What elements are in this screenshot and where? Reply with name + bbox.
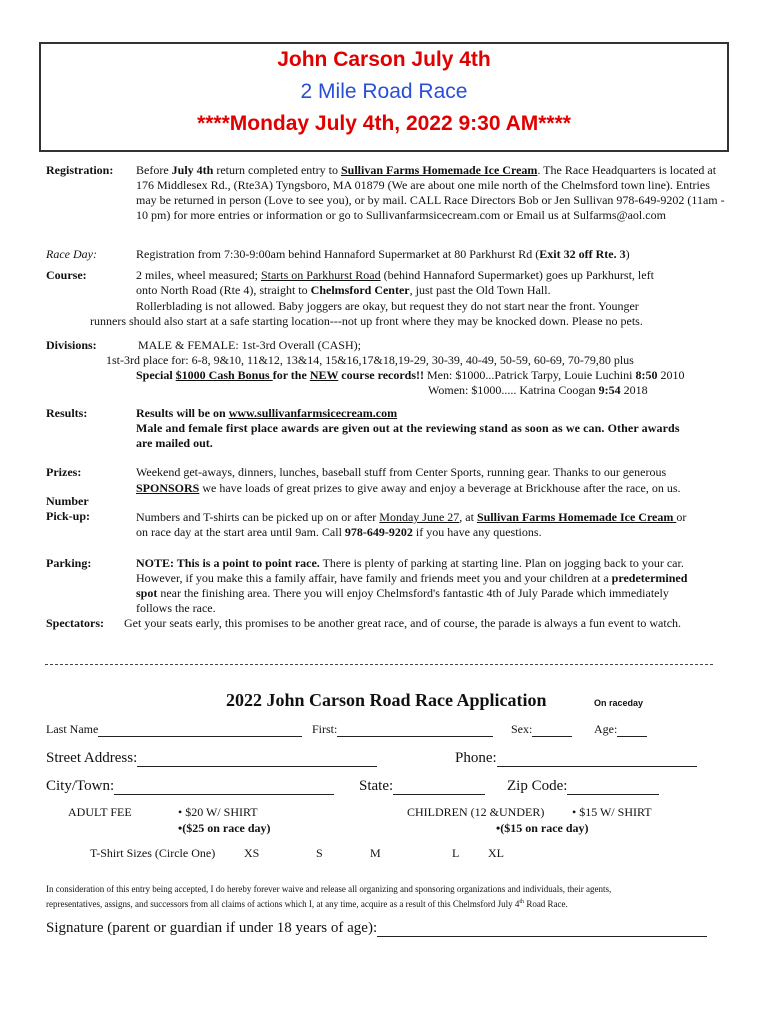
results-line-2: Male and female first place awards are given out at the reviewing stand as soon as we can. Other awards [136, 421, 680, 435]
race-day-text: Registration from 7:30-9:00am behind Hannaford Supermarket at 80 Parkhurst Rd (Exit 32 off Rte. 3) [136, 247, 630, 261]
divisions-line-1: MALE & FEMALE: 1st-3rd Overall (CASH); [138, 338, 361, 352]
signature-field[interactable]: Signature (parent or guardian if under 18 years of age): [46, 919, 707, 937]
course-line-4: runners should also start at a safe starting location---not up front where they may be knocked down. Please no pets. [90, 314, 643, 328]
tshirt-sizes-label: T-Shirt Sizes (Circle One) [90, 846, 216, 860]
prizes-line-1: Weekend get-aways, dinners, lunches, baseball stuff from Center Sports, running gear. Thanks to our generous [136, 465, 667, 479]
title-line-3: ****Monday July 4th, 2022 9:30 AM**** [197, 112, 571, 135]
street-address-field[interactable]: Street Address: [46, 749, 377, 767]
results-website-link[interactable]: www.sullivanfarmsicecream.com [228, 406, 398, 420]
age-field[interactable]: Age: [594, 722, 647, 737]
course-line-1: 2 miles, wheel measured; Starts on Parkhurst Road (behind Hannaford Supermarket) goes up Parkhurst, left [136, 268, 654, 282]
divisions-line-3: Special $1000 Cash Bonus for the NEW course records!! Men: $1000...Patrick Tarpy, Louie Luchini 8:50 2010 [136, 368, 685, 382]
children-fee-price: • $15 W/ SHIRT [572, 805, 652, 819]
adult-fee-price: • $20 W/ SHIRT [178, 805, 258, 819]
children-fee-label: CHILDREN (12 &UNDER) [407, 805, 545, 819]
parking-line-1: NOTE: This is a point to point race. There is plenty of parking at starting line. Plan on jogging back to your car. [136, 556, 684, 570]
registration-text: Before July 4th return completed entry to Sullivan Farms Homemade Ice Cream. The Race Headquarters is located at 176 Middlesex Rd., (Rte3A) Tyngsboro, MA 01879 (We are about one mile north of the Chelmsford town line). Entries may be returned in person (Love to see you), or by mail. CALL Race Directors Bob or Jen Sullivan 978-649-9202 (11am - 10 pm) for more entries or information or go to Sullivanfarmsicecream.com or Email us at Sulfarms@aol.com [136, 163, 725, 222]
spectators-text: Get your seats early, this promises to be another great race, and of course, the parade is always a fun event to watch. [124, 616, 682, 630]
parking-label: Parking: [46, 556, 92, 570]
pickup-line-2: on race day at the start area until 9am. Call 978-649-9202 if you have any questions. [136, 525, 542, 539]
course-line-3: Rollerblading is not allowed. Baby joggers are okay, but request they do not start near the front. Younger [136, 299, 639, 313]
results-line-1: Results will be on www.sullivanfarmsicecream.com [136, 406, 398, 420]
children-fee-raceday: •($15 on race day) [496, 821, 589, 835]
race-day-label: Race Day: [46, 247, 97, 261]
results-label: Results: [46, 406, 88, 420]
pickup-line-1: Numbers and T-shirts can be picked up on or after Monday June 27, at Sullivan Farms Homemade Ice Cream or [136, 510, 687, 524]
spectators-label: Spectators: [46, 616, 104, 630]
on-raceday-note: On raceday [594, 698, 644, 708]
pickup-label-2: Pick-up: [46, 509, 91, 523]
divisions-line-2: 1st-3rd place for: 6-8, 9&10, 11&12, 13&14, 15&16,17&18,19-29, 30-39, 40-49, 50-59, 60-69, 70-79,80 plus [106, 353, 634, 367]
city-town-field[interactable]: City/Town: [46, 777, 334, 795]
prizes-line-2: SPONSORS we have loads of great prizes to give away and enjoy a beverage at Brickhouse after the race, on us. [136, 481, 681, 495]
prizes-label: Prizes: [46, 465, 82, 479]
parking-line-4: follows the race. [136, 601, 216, 615]
waiver-line-2: representatives, assigns, and successors from all claims of actions which I, at any time, acquire as a result of this Chelmsford July 4th Road Race. [46, 899, 568, 909]
application-title: 2022 John Carson Road Race Application [226, 690, 547, 710]
course-label: Course: [46, 268, 87, 282]
size-option-l[interactable]: L [452, 846, 460, 860]
cut-line-divider [45, 664, 713, 665]
title-box [39, 42, 729, 152]
parking-line-2: However, if you make this a family affair, have family and friends meet you and your children at a predetermined [136, 571, 688, 585]
first-name-field[interactable]: First: [312, 722, 493, 737]
divisions-line-4: Women: $1000..... Katrina Coogan 9:54 2018 [428, 383, 648, 397]
adult-fee-raceday: •($25 on race day) [178, 821, 271, 835]
size-option-s[interactable]: S [316, 846, 323, 860]
divisions-label: Divisions: [46, 338, 97, 352]
registration-label: Registration: [46, 163, 114, 177]
zip-code-field[interactable]: Zip Code: [507, 777, 659, 795]
state-field[interactable]: State: [359, 777, 485, 795]
sex-field[interactable]: Sex: [511, 722, 572, 737]
size-option-xl[interactable]: XL [488, 846, 504, 860]
title-line-1: John Carson July 4th [277, 48, 491, 71]
waiver-line-1: In consideration of this entry being accepted, I do hereby forever waive and release all organizing and sponsoring organizations and individuals, their agents, [46, 884, 612, 894]
pickup-label-1: Number [46, 494, 89, 508]
size-option-m[interactable]: M [370, 846, 381, 860]
adult-fee-label: ADULT FEE [68, 805, 132, 819]
size-option-xs[interactable]: XS [244, 846, 260, 860]
phone-field[interactable]: Phone: [455, 749, 697, 767]
results-line-3: are mailed out. [136, 436, 213, 450]
last-name-field[interactable]: Last Name [46, 722, 302, 737]
title-line-2: 2 Mile Road Race [300, 80, 468, 103]
course-line-2: onto North Road (Rte 4), straight to Chelmsford Center, just past the Old Town Hall. [136, 283, 551, 297]
parking-line-3: spot near the finishing area. There you will enjoy Chelmsford's fantastic 4th of July Parade which immediately [136, 586, 669, 600]
